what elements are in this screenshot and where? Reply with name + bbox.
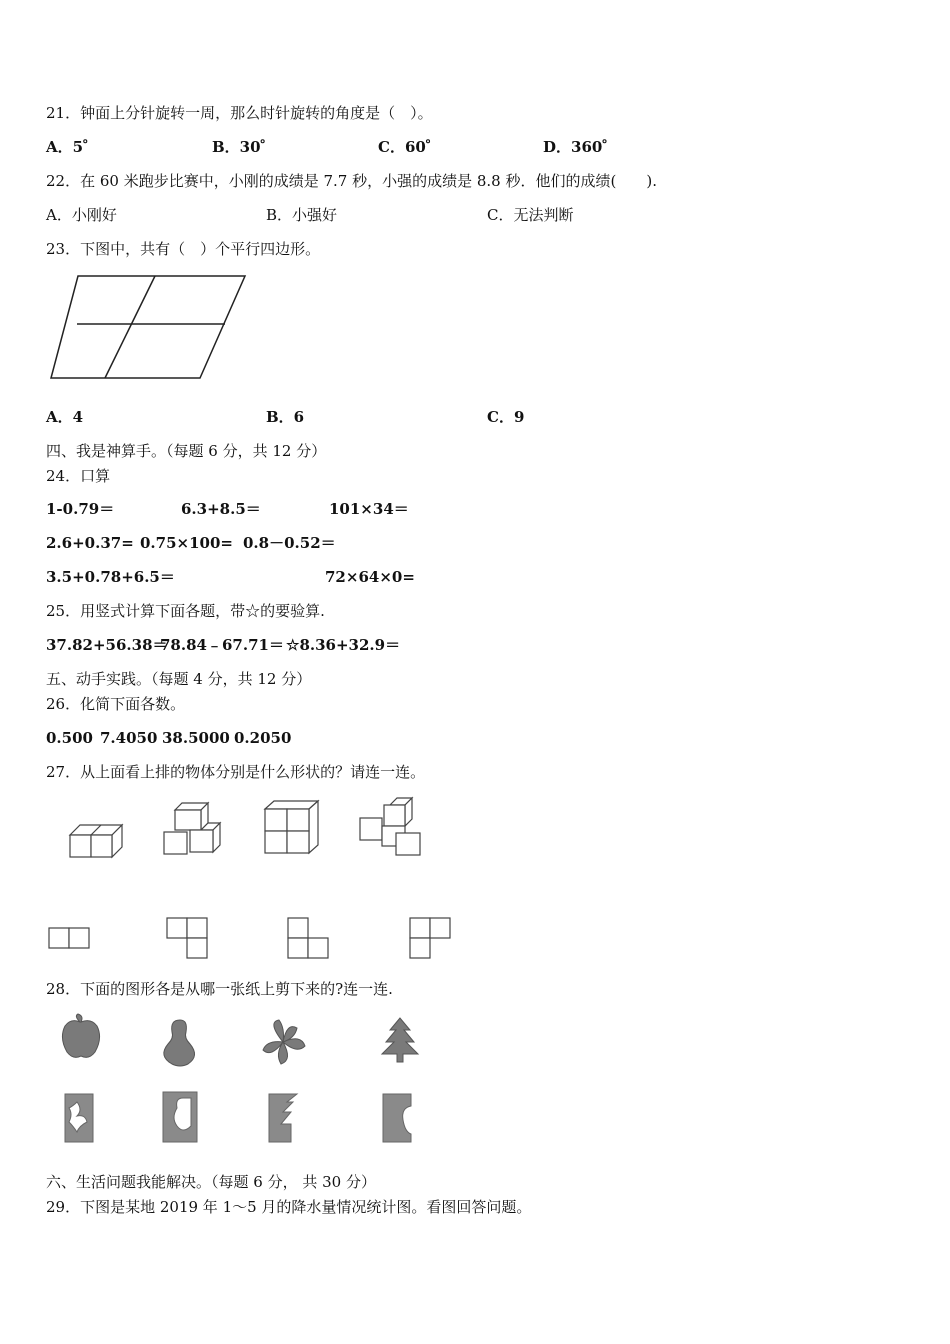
q25-item-1: 37.82+56.38＝ — [46, 636, 168, 654]
q26-number-3: 38.5000 — [162, 729, 230, 747]
inner-slanted-line — [105, 276, 155, 378]
source-papers-row — [55, 1088, 455, 1152]
cube-object-3 — [265, 801, 318, 853]
cube-object-4 — [360, 798, 420, 855]
q26-number-4: 0.2050 — [234, 729, 292, 747]
top-view-shape-3 — [288, 918, 328, 958]
q21-stem: 21．钟面上分针旋转一周，那么时针旋转的角度是（ ）。 — [46, 104, 433, 122]
q21-option-c[interactable]: C．60゜ — [378, 138, 441, 156]
q25-item-2: 78.84﹣67.71＝ — [160, 636, 284, 654]
q24-stem: 24．口算 — [46, 467, 111, 485]
parallelogram-figure — [45, 272, 255, 382]
flower-cutout-icon — [263, 1020, 305, 1064]
q23-option-c[interactable]: C．9 — [487, 408, 525, 426]
cube-object-1 — [70, 825, 122, 857]
tree-cutout-icon — [382, 1018, 418, 1062]
section4-heading: 四、我是神算手。（每题 6 分，共 12 分） — [46, 442, 327, 460]
cube-objects-row — [60, 795, 480, 865]
cutout-shapes-row — [55, 1012, 455, 1072]
top-view-shape-4 — [410, 918, 450, 958]
q21-option-d[interactable]: D．360゜ — [543, 138, 618, 156]
q22-option-b[interactable]: B．小强好 — [266, 206, 338, 224]
q22-stem: 22．在 60 米跑步比赛中，小刚的成绩是 7.7 秒，小强的成绩是 8.8 秒．他们的成绩( ). — [46, 172, 657, 190]
q22-option-c[interactable]: C．无法判断 — [487, 206, 574, 224]
q26-number-1: 0.500 — [46, 729, 93, 747]
q26-number-2: 7.4050 — [100, 729, 158, 747]
q24-r1-c3: 101×34＝ — [329, 500, 409, 518]
cube-object-2 — [164, 803, 220, 854]
q25-stem: 25．用竖式计算下面各题，带☆的要验算. — [46, 602, 325, 620]
q24-r3-c1: 3.5+0.78+6.5＝ — [46, 568, 175, 586]
q24-r1-c2: 6.3+8.5＝ — [181, 500, 261, 518]
q23-option-b[interactable]: B．6 — [266, 408, 305, 426]
paper-with-gourd-hole — [163, 1092, 197, 1142]
q24-r2-c2: 0.75×100= — [140, 534, 233, 552]
q23-stem: 23．下图中，共有（ ）个平行四边形。 — [46, 240, 321, 258]
q28-stem: 28．下面的图形各是从哪一张纸上剪下来的?连一连. — [46, 980, 393, 998]
paper-with-flower-hole — [65, 1094, 93, 1142]
gourd-cutout-icon — [164, 1020, 195, 1066]
q23-option-a[interactable]: A．4 — [46, 408, 84, 426]
q24-r2-c1: 2.6+0.37= — [46, 534, 134, 552]
top-view-shape-1 — [49, 928, 89, 948]
top-view-shapes-row — [45, 910, 465, 970]
q21-option-b[interactable]: B．30゜ — [212, 138, 276, 156]
q24-r1-c1: 1-0.79＝ — [46, 500, 115, 518]
top-view-shape-2 — [167, 918, 207, 958]
q22-option-a[interactable]: A．小刚好 — [46, 206, 117, 224]
q24-r3-c2: 72×64×0= — [325, 568, 415, 586]
paper-with-apple-hole — [383, 1094, 411, 1142]
section5-heading: 五、动手实践。（每题 4 分，共 12 分） — [46, 670, 312, 688]
q21-option-a[interactable]: A．5゜ — [46, 138, 99, 156]
paper-with-tree-hole — [269, 1094, 297, 1142]
q26-stem: 26．化简下面各数。 — [46, 695, 186, 713]
section6-heading: 六、生活问题我能解决。（每题 6 分， 共 30 分） — [46, 1173, 376, 1191]
q29-stem: 29．下图是某地 2019 年 1～5 月的降水量情况统计图。看图回答问题。 — [46, 1198, 532, 1216]
q27-stem: 27．从上面看上排的物体分别是什么形状的？请连一连。 — [46, 763, 426, 781]
q25-item-3: ☆8.36+32.9＝ — [286, 636, 401, 654]
apple-cutout-icon — [62, 1014, 99, 1057]
q24-r2-c3: 0.8－0.52＝ — [243, 534, 336, 552]
